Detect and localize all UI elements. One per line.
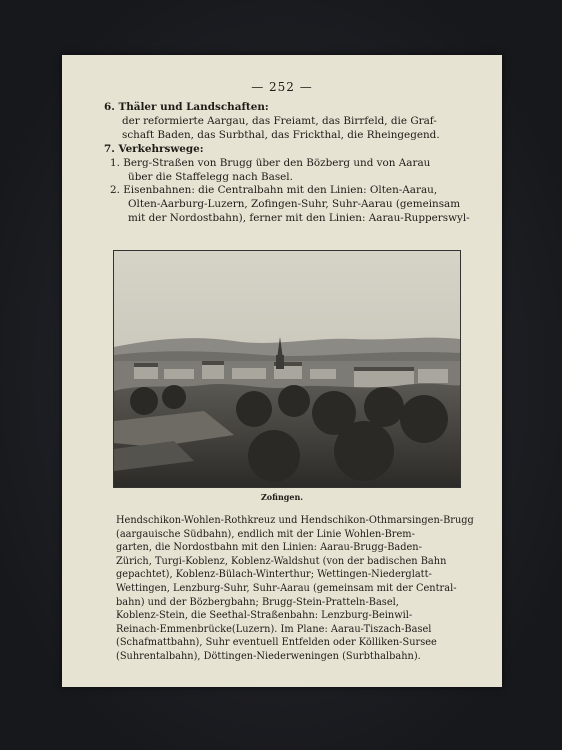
section-6-line: schaft Baden, das Surbthal, das Frickthal, die Rheingegend. xyxy=(122,128,440,141)
town-photograph xyxy=(113,250,461,488)
section-7-item-1 xyxy=(104,157,494,185)
section-7-item-2 xyxy=(104,184,494,225)
section-6-title: 6. Thäler und Landschaften: xyxy=(104,101,269,113)
text-line: Reinach-Emmenbrücke(Luzern). Im Plane: Aarau-Tiszach-Basel xyxy=(116,623,432,635)
section-7-title: 7. Verkehrswege: xyxy=(104,143,204,155)
text-line: Hendschikon-Wohlen-Rothkreuz und Hendschikon-Othmarsingen-Brugg xyxy=(116,515,474,526)
section-6-line: der reformierte Aargau, das Freiamt, das Birrfeld, die Graf- xyxy=(122,114,437,127)
text-line: (Suhrentalbahn), Döttingen-Niederweningen (Surbthalbahn). xyxy=(116,650,421,662)
item-line: 1. Berg-Straßen von Brugg über den Bözberg und von Aarau xyxy=(110,156,431,169)
section-6 xyxy=(104,101,494,142)
page-number: — 252 — xyxy=(251,80,313,94)
item-line: 2. Eisenbahnen: die Centralbahn mit den Linien: Olten-Aarau, xyxy=(110,184,438,197)
item-line: mit der Nordostbahn), ferner mit den Linien: Aarau-Rupperswyl- xyxy=(128,211,470,224)
text-line: Koblenz-Stein, die Seethal-Straßenbahn: Lenzburg-Beinwil- xyxy=(116,610,413,622)
engraving-image xyxy=(114,251,460,487)
continuation-text xyxy=(116,514,496,664)
text-line: (aargauische Südbahn), endlich mit der Linie Wohlen-Brem- xyxy=(116,528,415,540)
text-line: Zürich, Turgi-Koblenz, Koblenz-Waldshut (von der badischen Bahn xyxy=(116,555,447,567)
item-line: über die Staffelegg nach Basel. xyxy=(128,170,293,183)
section-7 xyxy=(104,143,494,226)
item-line: Olten-Aarburg-Luzern, Zofingen-Suhr, Suhr-Aarau (gemeinsam xyxy=(128,198,461,211)
book-page xyxy=(62,55,502,687)
text-line: (Schafmattbahn), Suhr eventuell Entfelden oder Kölliken-Sursee xyxy=(116,637,437,649)
photo-caption: Zofingen. xyxy=(260,492,304,502)
text-line: bahn) und der Bözbergbahn; Brugg-Stein-Pratteln-Basel, xyxy=(116,596,399,608)
text-line: Wettingen, Lenzburg-Suhr, Suhr-Aarau (gemeinsam mit der Central- xyxy=(116,582,457,594)
text-line: garten, die Nordostbahn mit den Linien: Aarau-Brugg-Baden- xyxy=(116,542,422,554)
text-line: gepachtet), Koblenz-Bülach-Winterthur; Wettingen-Niederglatt- xyxy=(116,569,432,581)
